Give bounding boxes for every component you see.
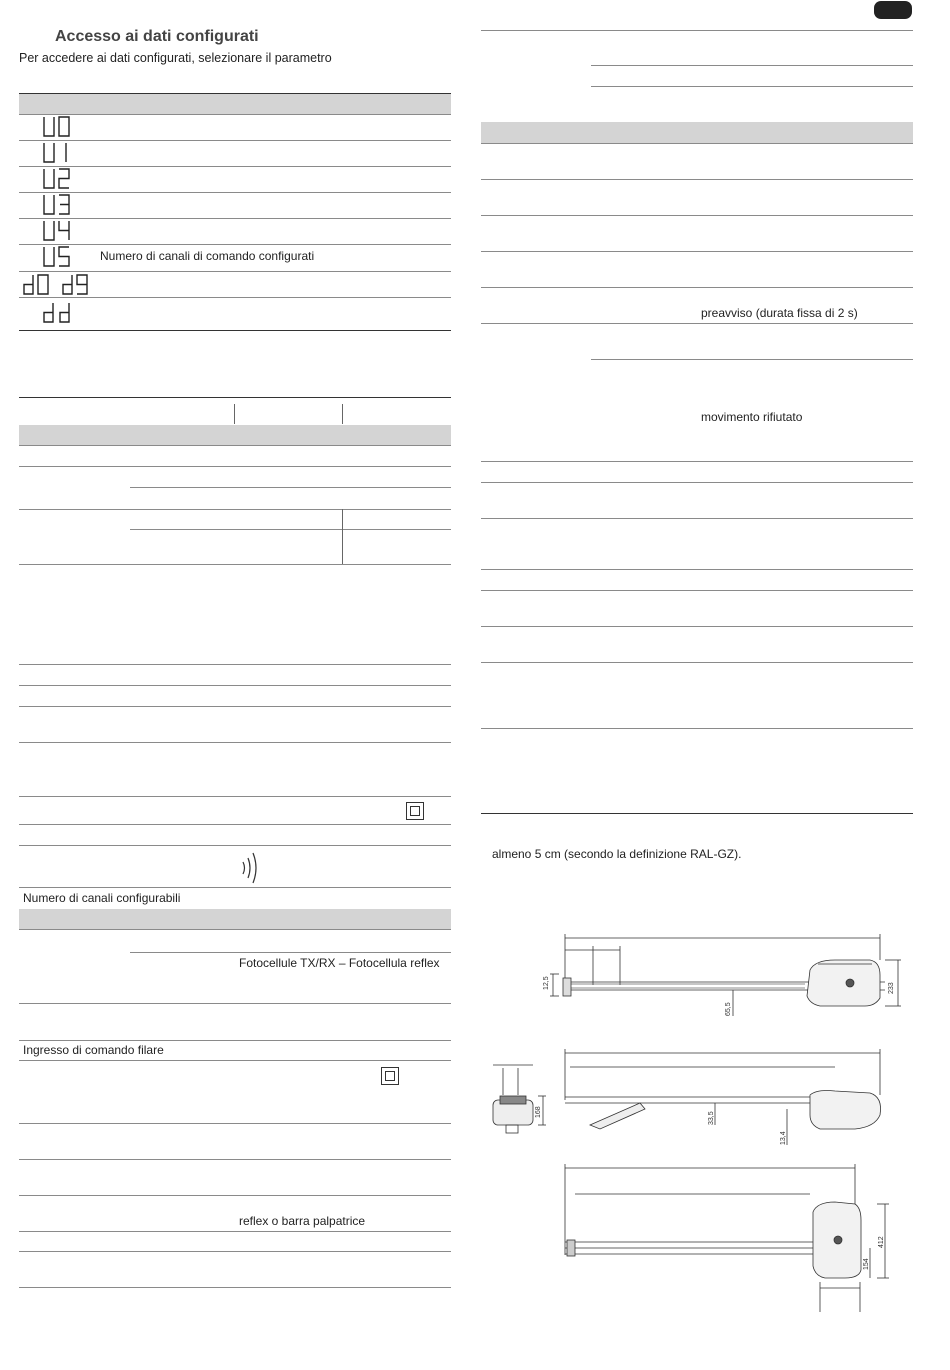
reflex-barra-label: reflex o barra palpatrice <box>239 1214 366 1228</box>
dim-12-5: 12,5 <box>543 976 550 990</box>
intro-text: Per accedere ai dati configurati, selezionare il parametro <box>19 51 332 65</box>
dim-168: 168 <box>535 1106 542 1118</box>
dim-33-5: 33,5 <box>708 1111 715 1125</box>
operator-side-view-drawing <box>535 930 915 1028</box>
dim-65-5: 65,5 <box>725 1002 732 1016</box>
fotocellule-label: Fotocellule TX/RX – Fotocellula reflex <box>239 956 440 970</box>
double-insulation-icon <box>406 802 424 820</box>
operator-front-view-drawing <box>488 1060 548 1143</box>
segment-u3-icon <box>42 194 72 216</box>
page-tab-badge <box>874 1 912 19</box>
ral-gz-note: almeno 5 cm (secondo la definizione RAL-GZ). <box>492 847 742 861</box>
preavviso-label: preavviso (durata fissa di 2 s) <box>701 306 858 320</box>
page-title: Accesso ai dati configurati <box>55 28 259 45</box>
segment-u0-icon <box>42 116 72 138</box>
param-table-header <box>19 94 451 114</box>
double-insulation-icon-2 <box>381 1067 399 1085</box>
movimento-rifiutato-label: movimento rifiutato <box>701 410 803 424</box>
radio-waves-icon <box>239 851 259 888</box>
segment-u4-icon <box>42 220 72 242</box>
dim-13-4: 13,4 <box>780 1131 787 1145</box>
spec-table-subheader <box>19 909 451 929</box>
operator-arm-view-drawing <box>555 1045 895 1158</box>
segment-u5-icon <box>42 246 72 268</box>
canali-configurabili-label: Numero di canali configurabili <box>23 891 181 905</box>
spec-table-header <box>19 425 451 445</box>
right-table-header <box>481 122 913 143</box>
segment-u1-icon <box>42 142 72 164</box>
operator-top-view-drawing <box>555 1160 900 1323</box>
param-desc-u5: Numero di canali di comando configurati <box>100 249 315 263</box>
segment-d0-d9-icon <box>22 274 90 296</box>
dim-412: 412 <box>878 1236 885 1248</box>
segment-u2-icon <box>42 168 72 190</box>
segment-dd-icon <box>42 302 72 324</box>
dim-154: 154 <box>863 1258 870 1270</box>
dim-233: 233 <box>888 982 895 994</box>
ingresso-comando-label: Ingresso di comando filare <box>23 1043 164 1057</box>
